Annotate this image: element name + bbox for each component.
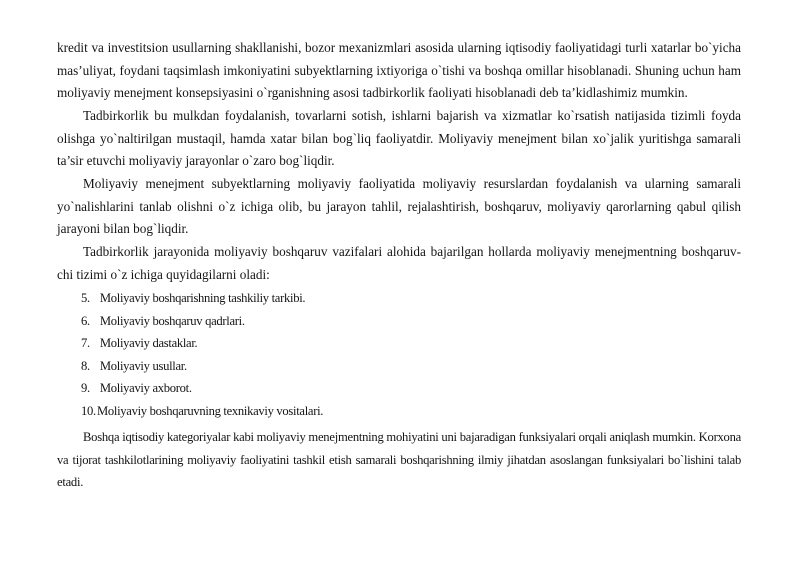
list-item-text: Moliyaviy dastaklar. — [99, 336, 198, 351]
list-item-number: 7. — [81, 336, 90, 351]
list-item-text: Moliyaviy boshqarishning tashkiliy tarkibi. — [99, 291, 306, 305]
list-item-number: 10. — [81, 403, 96, 418]
list-item-number: 5. — [81, 291, 90, 305]
list-item-number: 6. — [81, 313, 90, 328]
list-item-text: Moliyaviy axborot. — [99, 381, 192, 396]
list-item — [81, 287, 323, 310]
paragraph-moliyaviy-menejment: Moliyaviy menejment subyektlarning moliyaviy faoliyatida moliyaviy resurslardan foydalanish va ularning samarali yo`nalishlarini tanlab olishni o`z ichiga olib, bu jarayon tahlil, rejalashtirish, boshqaruv, moliyaviy qarorlarning qabul qilish jarayoni bilan bog`liqdir. — [57, 176, 741, 237]
list-item-text: Moliyaviy usullar. — [99, 358, 187, 373]
numbered-list — [81, 287, 323, 423]
list-item — [81, 377, 323, 400]
list-item — [81, 355, 323, 378]
list-item — [81, 332, 323, 355]
paragraph-boshqaruv-tizimi: Tadbirkorlik jarayonida moliyaviy boshqaruv vazifalari alohida bajarilgan hollarda moliyaviy menejmentning boshqaruv-chi tizimi o`z ichiga quyidagilarni oladi: — [57, 244, 741, 282]
paragraph-intro: kredit va investitsion usullarning shakllanishi, bozor mexanizmlari asosida ularning iqtisodiy faoliyatidagi turli xatarlar bo`yicha mas’uliyat, foydani taqsimlash imkoniyatini subyektlarning ixtiyoriga o`tishi va boshqa omillar hisoblanadi. Shuning uchun ham moliyaviy menejment konsepsiyasini o`rganishning asosi tadbirkorlik faoliyati hisoblanadi deb ta’kidlashimiz mumkin. — [57, 40, 741, 101]
list-item — [81, 400, 323, 423]
list-item-number: 8. — [81, 358, 90, 373]
list-item-text: Moliyaviy boshqaruv qadrlari. — [99, 313, 245, 328]
paragraph-tadbirkorlik: Tadbirkorlik bu mulkdan foydalanish, tovarlarni sotish, ishlarni bajarish va xizmatlar ko`rsatish natijasida tizimli foyda olishga yo`naltirilgan mustaqil, hamda xatar bilan bog`liq faoliyatdir. Moliyaviy menejment bilan xo`jalik yuritishga samarali ta’sir etuvchi moliyaviy jarayonlar o`zaro bog`liqdir. — [57, 108, 741, 169]
paragraph-closing: Boshqa iqtisodiy kategoriyalar kabi moliyaviy menejmentning mohiyatini uni bajaradigan funksiyalari orqali aniqlash mumkin. Korxona va tijorat tashkilotlarining moliyaviy faoliyatini tashkil etish samarali boshqarishning ilmiy jihatdan asoslangan funksiyalari bo`lishini talab etadi. — [57, 430, 741, 490]
list-item-text: Moliyaviy boshqaruvning texnikaviy vositalari. — [97, 403, 324, 418]
list-item-number: 9. — [81, 381, 90, 396]
list-item — [81, 310, 323, 333]
